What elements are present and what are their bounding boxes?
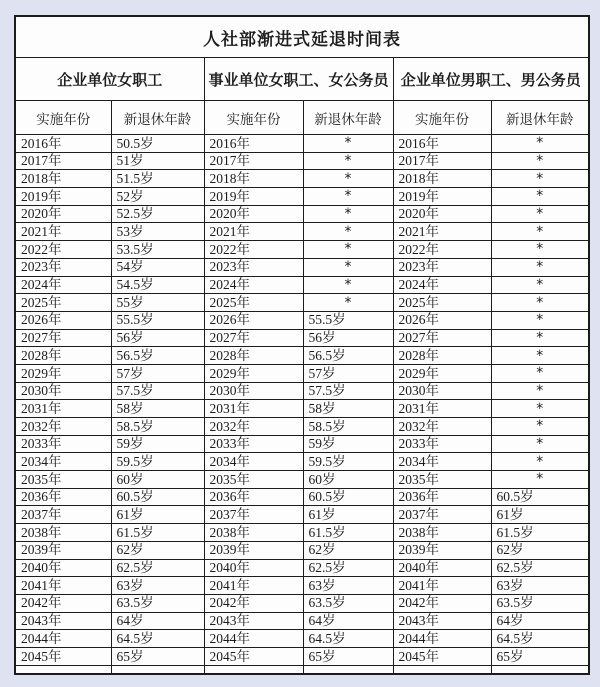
year-cell: 2019年 — [204, 188, 303, 206]
table-row — [15, 400, 589, 418]
table-row — [15, 453, 589, 471]
empty-row — [15, 665, 589, 674]
age-cell: 55.5岁 — [111, 311, 204, 329]
table-row — [15, 294, 589, 312]
year-cell: 2029年 — [393, 364, 491, 382]
age-cell: 65岁 — [111, 647, 204, 665]
year-cell: 2038年 — [393, 524, 491, 542]
age-cell: 59.5岁 — [303, 453, 393, 471]
table-row — [15, 418, 589, 436]
age-cell: 64岁 — [303, 612, 393, 630]
year-cell: 2043年 — [204, 612, 303, 630]
age-cell: * — [491, 453, 589, 471]
year-cell: 2041年 — [393, 577, 491, 595]
year-cell: 2044年 — [393, 630, 491, 648]
year-cell: 2026年 — [204, 311, 303, 329]
year-cell: 2040年 — [204, 559, 303, 577]
year-cell: 2036年 — [15, 488, 111, 506]
year-cell: 2021年 — [15, 223, 111, 241]
year-cell: 2045年 — [15, 647, 111, 665]
age-cell: * — [491, 223, 589, 241]
age-cell: 51.5岁 — [111, 170, 204, 188]
group-header-enterprise-female: 企业单位女职工 — [15, 58, 204, 101]
age-cell: 63.5岁 — [111, 594, 204, 612]
year-cell: 2039年 — [393, 541, 491, 559]
age-cell: * — [491, 294, 589, 312]
age-cell: * — [491, 170, 589, 188]
year-cell: 2040年 — [15, 559, 111, 577]
year-cell: 2025年 — [393, 294, 491, 312]
year-cell: 2017年 — [393, 152, 491, 170]
age-cell: 62.5岁 — [491, 559, 589, 577]
year-cell: 2023年 — [393, 258, 491, 276]
age-cell: 59岁 — [303, 435, 393, 453]
age-cell: * — [303, 241, 393, 259]
age-cell: * — [303, 223, 393, 241]
age-cell: * — [303, 188, 393, 206]
year-cell: 2016年 — [15, 135, 111, 153]
title-row — [15, 16, 589, 58]
age-cell: 56岁 — [303, 329, 393, 347]
empty-cell — [491, 665, 589, 674]
table-row — [15, 506, 589, 524]
year-cell: 2022年 — [15, 241, 111, 259]
year-cell: 2032年 — [393, 418, 491, 436]
table-row — [15, 612, 589, 630]
year-cell: 2030年 — [204, 382, 303, 400]
year-cell: 2028年 — [393, 347, 491, 365]
age-cell: 55.5岁 — [303, 311, 393, 329]
table-row — [15, 541, 589, 559]
age-cell: 62岁 — [491, 541, 589, 559]
year-cell: 2044年 — [204, 630, 303, 648]
age-cell: 59.5岁 — [111, 453, 204, 471]
year-cell: 2045年 — [204, 647, 303, 665]
age-cell: * — [491, 400, 589, 418]
age-cell: 60.5岁 — [491, 488, 589, 506]
age-cell: 57岁 — [303, 364, 393, 382]
age-cell: 61.5岁 — [303, 524, 393, 542]
age-cell: 63岁 — [111, 577, 204, 595]
age-cell: * — [491, 382, 589, 400]
col-header-age-3: 新退休年龄 — [491, 101, 589, 135]
age-cell: 57.5岁 — [111, 382, 204, 400]
year-cell: 2027年 — [204, 329, 303, 347]
table-row — [15, 152, 589, 170]
year-cell: 2041年 — [15, 577, 111, 595]
year-cell: 2031年 — [393, 400, 491, 418]
age-cell: * — [303, 152, 393, 170]
group-header-enterprise-male: 企业单位男职工、男公务员 — [393, 58, 589, 101]
age-cell: 65岁 — [491, 647, 589, 665]
table-title: 人社部渐进式延退时间表 — [15, 16, 589, 58]
age-cell: 64.5岁 — [491, 630, 589, 648]
year-cell: 2037年 — [204, 506, 303, 524]
age-cell: * — [491, 311, 589, 329]
age-cell: 64.5岁 — [303, 630, 393, 648]
table-row — [15, 559, 589, 577]
year-cell: 2045年 — [393, 647, 491, 665]
year-cell: 2040年 — [393, 559, 491, 577]
age-cell: 57岁 — [111, 364, 204, 382]
year-cell: 2039年 — [15, 541, 111, 559]
year-cell: 2022年 — [204, 241, 303, 259]
year-cell: 2042年 — [393, 594, 491, 612]
age-cell: 56.5岁 — [303, 347, 393, 365]
age-cell: * — [303, 205, 393, 223]
table-row — [15, 347, 589, 365]
age-cell: 62.5岁 — [303, 559, 393, 577]
year-cell: 2022年 — [393, 241, 491, 259]
age-cell: 64.5岁 — [111, 630, 204, 648]
year-cell: 2029年 — [15, 364, 111, 382]
year-cell: 2032年 — [15, 418, 111, 436]
age-cell: * — [303, 294, 393, 312]
year-cell: 2029年 — [204, 364, 303, 382]
year-cell: 2017年 — [204, 152, 303, 170]
age-cell: 63岁 — [491, 577, 589, 595]
age-cell: 53.5岁 — [111, 241, 204, 259]
year-cell: 2023年 — [204, 258, 303, 276]
year-cell: 2042年 — [204, 594, 303, 612]
year-cell: 2026年 — [15, 311, 111, 329]
table-row — [15, 630, 589, 648]
year-cell: 2031年 — [204, 400, 303, 418]
age-cell: 58岁 — [303, 400, 393, 418]
age-cell: 61岁 — [491, 506, 589, 524]
year-cell: 2043年 — [393, 612, 491, 630]
year-cell: 2035年 — [204, 471, 303, 489]
col-header-age-2: 新退休年龄 — [303, 101, 393, 135]
empty-cell — [393, 665, 491, 674]
table-row — [15, 135, 589, 153]
table-row — [15, 223, 589, 241]
year-cell: 2024年 — [204, 276, 303, 294]
age-cell: 56.5岁 — [111, 347, 204, 365]
year-cell: 2027年 — [15, 329, 111, 347]
year-cell: 2038年 — [15, 524, 111, 542]
empty-cell — [15, 665, 111, 674]
year-cell: 2033年 — [204, 435, 303, 453]
age-cell: 63.5岁 — [303, 594, 393, 612]
age-cell: * — [491, 241, 589, 259]
year-cell: 2020年 — [393, 205, 491, 223]
table-row — [15, 647, 589, 665]
year-cell: 2035年 — [15, 471, 111, 489]
year-cell: 2024年 — [393, 276, 491, 294]
age-cell: 51岁 — [111, 152, 204, 170]
year-cell: 2021年 — [204, 223, 303, 241]
table-row — [15, 311, 589, 329]
retirement-schedule-table — [14, 15, 590, 675]
year-cell: 2028年 — [15, 347, 111, 365]
year-cell: 2030年 — [393, 382, 491, 400]
table-row — [15, 276, 589, 294]
age-cell: * — [491, 205, 589, 223]
age-cell: 57.5岁 — [303, 382, 393, 400]
age-cell: 60.5岁 — [303, 488, 393, 506]
year-cell: 2016年 — [204, 135, 303, 153]
age-cell: * — [303, 170, 393, 188]
table-row — [15, 205, 589, 223]
year-cell: 2036年 — [393, 488, 491, 506]
age-cell: * — [491, 188, 589, 206]
table-row — [15, 188, 589, 206]
year-cell: 2025年 — [15, 294, 111, 312]
age-cell: 58岁 — [111, 400, 204, 418]
age-cell: * — [491, 435, 589, 453]
year-cell: 2021年 — [393, 223, 491, 241]
age-cell: 64岁 — [491, 612, 589, 630]
year-cell: 2038年 — [204, 524, 303, 542]
age-cell: 58.5岁 — [303, 418, 393, 436]
table-row — [15, 382, 589, 400]
empty-cell — [204, 665, 303, 674]
table-row — [15, 577, 589, 595]
age-cell: 54.5岁 — [111, 276, 204, 294]
year-cell: 2016年 — [393, 135, 491, 153]
age-cell: 53岁 — [111, 223, 204, 241]
age-cell: * — [303, 276, 393, 294]
age-cell: 64岁 — [111, 612, 204, 630]
group-header-public-female: 事业单位女职工、女公务员 — [204, 58, 393, 101]
age-cell: * — [491, 364, 589, 382]
col-header-year-2: 实施年份 — [204, 101, 303, 135]
age-cell: 62岁 — [303, 541, 393, 559]
year-cell: 2030年 — [15, 382, 111, 400]
age-cell: 61岁 — [303, 506, 393, 524]
age-cell: 60.5岁 — [111, 488, 204, 506]
year-cell: 2043年 — [15, 612, 111, 630]
col-header-age-1: 新退休年龄 — [111, 101, 204, 135]
age-cell: 58.5岁 — [111, 418, 204, 436]
age-cell: 61.5岁 — [111, 524, 204, 542]
year-cell: 2018年 — [393, 170, 491, 188]
age-cell: 59岁 — [111, 435, 204, 453]
age-cell: 55岁 — [111, 294, 204, 312]
age-cell: 60岁 — [303, 471, 393, 489]
year-cell: 2037年 — [393, 506, 491, 524]
age-cell: 56岁 — [111, 329, 204, 347]
year-cell: 2019年 — [393, 188, 491, 206]
age-cell: 61岁 — [111, 506, 204, 524]
age-cell: * — [491, 329, 589, 347]
age-cell: * — [303, 135, 393, 153]
year-cell: 2017年 — [15, 152, 111, 170]
year-cell: 2023年 — [15, 258, 111, 276]
table-row — [15, 364, 589, 382]
age-cell: * — [491, 418, 589, 436]
year-cell: 2042年 — [15, 594, 111, 612]
year-cell: 2035年 — [393, 471, 491, 489]
age-cell: * — [491, 135, 589, 153]
age-cell: 65岁 — [303, 647, 393, 665]
age-cell: * — [303, 258, 393, 276]
year-cell: 2026年 — [393, 311, 491, 329]
table-row — [15, 329, 589, 347]
year-cell: 2044年 — [15, 630, 111, 648]
year-cell: 2033年 — [393, 435, 491, 453]
age-cell: * — [491, 347, 589, 365]
year-cell: 2034年 — [204, 453, 303, 471]
age-cell: * — [491, 258, 589, 276]
age-cell: * — [491, 152, 589, 170]
year-cell: 2031年 — [15, 400, 111, 418]
column-header-row — [15, 101, 589, 135]
empty-cell — [303, 665, 393, 674]
table-row — [15, 524, 589, 542]
table-row — [15, 488, 589, 506]
table-row — [15, 258, 589, 276]
table-body — [15, 135, 589, 674]
table-row — [15, 435, 589, 453]
year-cell: 2034年 — [15, 453, 111, 471]
year-cell: 2032年 — [204, 418, 303, 436]
empty-cell — [111, 665, 204, 674]
age-cell: 62岁 — [111, 541, 204, 559]
group-header-row — [15, 58, 589, 101]
age-cell: 50.5岁 — [111, 135, 204, 153]
year-cell: 2027年 — [393, 329, 491, 347]
year-cell: 2018年 — [15, 170, 111, 188]
table-row — [15, 241, 589, 259]
year-cell: 2034年 — [393, 453, 491, 471]
year-cell: 2018年 — [204, 170, 303, 188]
age-cell: * — [491, 276, 589, 294]
age-cell: 63.5岁 — [491, 594, 589, 612]
table-row — [15, 471, 589, 489]
year-cell: 2037年 — [15, 506, 111, 524]
year-cell: 2020年 — [15, 205, 111, 223]
year-cell: 2025年 — [204, 294, 303, 312]
year-cell: 2036年 — [204, 488, 303, 506]
age-cell: 60岁 — [111, 471, 204, 489]
table-row — [15, 594, 589, 612]
year-cell: 2020年 — [204, 205, 303, 223]
age-cell: 52.5岁 — [111, 205, 204, 223]
age-cell: 62.5岁 — [111, 559, 204, 577]
year-cell: 2024年 — [15, 276, 111, 294]
year-cell: 2019年 — [15, 188, 111, 206]
year-cell: 2033年 — [15, 435, 111, 453]
col-header-year-3: 实施年份 — [393, 101, 491, 135]
age-cell: 63岁 — [303, 577, 393, 595]
age-cell: 61.5岁 — [491, 524, 589, 542]
age-cell: 52岁 — [111, 188, 204, 206]
year-cell: 2041年 — [204, 577, 303, 595]
col-header-year-1: 实施年份 — [15, 101, 111, 135]
year-cell: 2028年 — [204, 347, 303, 365]
age-cell: * — [491, 471, 589, 489]
year-cell: 2039年 — [204, 541, 303, 559]
age-cell: 54岁 — [111, 258, 204, 276]
table-row — [15, 170, 589, 188]
